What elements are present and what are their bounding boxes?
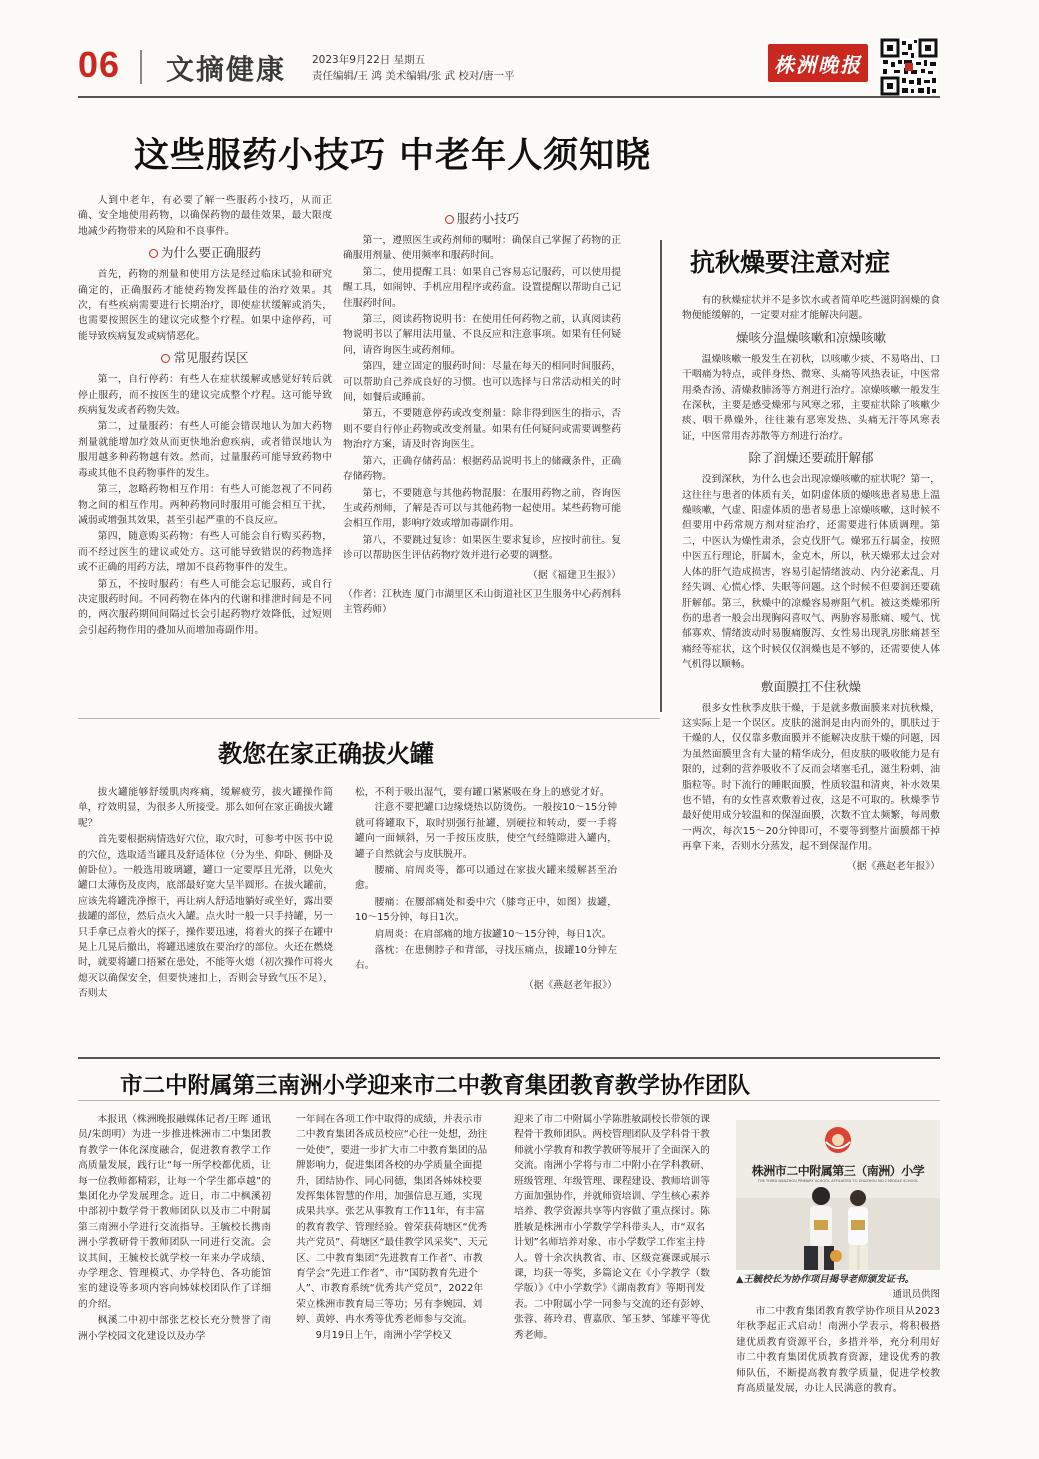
paragraph: 第五，不按时服药：有些人可能会忘记服药，或自行决定服药时间。不同药物在体内的代谢和排泄时间是不同的，两次服药期间间隔过长会引起药物疗效降低，过短则会引起药物作用的叠加从而增加毒副作用。 bbox=[78, 578, 332, 636]
section-rule bbox=[78, 718, 660, 719]
circle-icon bbox=[149, 249, 158, 258]
subheading-liver: 除了润燥还要疏肝解郁 bbox=[748, 450, 874, 466]
bottom-col3 bbox=[514, 1112, 714, 1343]
main-article-col1 bbox=[78, 193, 332, 639]
article-source: （据《燕赵老年报》） bbox=[523, 979, 617, 991]
paragraph: 第四，随意购买药物：有些人可能会自行购买药物，而不经过医生的建议或处方。这可能导致错误的药物选择或不正确的用药方法，增加不良药物事件的发生。 bbox=[78, 531, 332, 574]
paragraph: 温燥咳嗽一般发生在初秋，以咳嗽少痰、不易咯出、口干咽痛为特点，或伴身热、微寒、头痛等风热表证，中医常用桑杏汤、清燥救肺汤等方剂进行治疗。凉燥咳嗽一般发生在深秋，主要是感受燥邪与风寒之邪，主要症状除了咳嗽少痰、咽干鼻燥外，往往兼有恶寒发热、头痛无汗等风寒表证，中医常用杏苏散等方剂进行治疗。 bbox=[682, 353, 940, 442]
paragraph: 第一，遵照医生或药剂师的嘱咐：确保自己掌握了药物的正确服用剂量、使用频率和服药时间。 bbox=[343, 235, 621, 262]
paragraph: 第一，自行停药：有些人在症状缓解或感觉好转后就停止服药，而不按医生的建议完成整个疗程。这可能导致疾病复发或者药物失效。 bbox=[78, 374, 332, 417]
paragraph: 第四，建立固定的服药时间：尽量在每天的相同时间服药，可以帮助自己养成良好的习惯。也可以选择与日常活动相关的时间，如餐后或睡前。 bbox=[343, 361, 621, 404]
caption-text: ▲王毓校长为协作项目揭导老师颁发证书。 bbox=[736, 1274, 915, 1285]
paragraph: 一年间在各项工作中取得的成绩，并表示市二中教育集团各成员校应“心往一处想，劲往一处使”，要进一步扩大市二中教育集团的品牌影响力，促进集团各校的办学质量全面提升，团结协作、同心同德，集团各姊妹校要发挥集体智慧的作用，加强信息互通，实现成果共享。张艺从事教育工作11年，有丰富的教育教学、管理经验。曾荣获荷塘区“优秀共产党员”、荷塘区“最佳教学风采奖”、天元区、二中教育集团“先进教育工作者”、市教育学会“先进工作者”、市“国防教育先进个人”、市教育系统“优秀共产党员”，2022年荣立株洲市教育局三等功；另有李婉园、刘婷、黄婷、冉水秀等优秀老师参与交流。 bbox=[296, 1114, 488, 1326]
right-article bbox=[682, 243, 940, 878]
circle-icon bbox=[445, 215, 454, 224]
paragraph: 首先，药物的剂量和使用方法是经过临床试验和研究确定的，正确服药才能使药物发挥最佳的治疗效果。其次，有些疾病需要进行长期治疗，即使症状缓解或消失，也需要按照医生的建议完成整个疗程。如果中途停药，可能导致疾病复发或病情恶化。 bbox=[78, 269, 332, 342]
subheading-why: 为什么要正确服药 bbox=[78, 243, 332, 263]
paragraph: 没到深秋，为什么也会出现凉燥咳嗽的症状呢？第一，这往往与患者的体质有关，如阴虚体质的燥咳患者易患上温燥咳嗽，气虚、阳虚体质的患者易患上凉燥咳嗽，这时候不但要用中药常规方剂对症治疗，还需要进行体质调理。第二，中医认为燥性肃杀，会克伐肝气。燥邪五行属金，按照中医五行理论，肝属木，金克木，所以，秋天燥邪太过会对人体的肝气造成损害，容易引起情绪波动、内分泌紊乱、月经失调、心慌心悸、失眠等问题。这个时候不但要润还要疏肝解郁。第三，秋燥中的凉燥容易痹阻气机。被这类燥邪所伤的患者一般会出现胸闷喜叹气、两胁容易胀痛、嗳气、忧郁寡欢、情绪波动时易腹痛腹泻、女性易出现乳房胀痛甚至痛经等症状，这个时候仅仅润燥也是不够的，还需要使人体气机得以顺畅。 bbox=[682, 474, 940, 671]
subheading-mask: 敷面膜扛不住秋燥 bbox=[760, 678, 861, 694]
paragraph: 第八，不要跳过复诊：如果医生要求复诊，应按时前往。复诊可以帮助医生评估药物疗效并进行必要的调整。 bbox=[343, 534, 621, 562]
masthead-logo-text: 株洲晚报 bbox=[774, 52, 862, 77]
paragraph: 9月19日上午，南洲小学学校又 bbox=[315, 1329, 452, 1341]
page-number: 06 bbox=[78, 44, 121, 85]
qr-code-icon bbox=[880, 38, 938, 96]
event-photo bbox=[736, 1120, 940, 1270]
article-source: （据《燕赵老年报》） bbox=[846, 860, 940, 872]
subheading-mistakes: 常见服药误区 bbox=[78, 348, 332, 368]
photo-sign-text: 株洲市二中附属第三（南洲）小学 bbox=[751, 1164, 925, 1178]
paragraph: 第二，过量服药：有些人可能会错误地认为加大药物剂量就能增加疗效从而更快地治愈疾病，或者错误地认为服用越多种药物越有效。然而，过量服药可能导致药物中毒或其他不良药物事件的发生。 bbox=[78, 421, 332, 479]
bottom-col2 bbox=[296, 1112, 491, 1344]
author-note: （作者：江秋连 厦门市湖里区禾山街道社区卫生服务中心药剂科 主管药师） bbox=[343, 588, 621, 616]
paragraph: 腰痛、肩周炎等，都可以通过在家拔火罐来缓解甚至治愈。 bbox=[355, 865, 617, 892]
paragraph: 首先要根据病情选好穴位，取穴时，可参考中医书中说的穴位，选取适当罐具及舒适体位（分为坐、仰卧、侧卧及俯卧位）。一般选用玻璃罐，罐口一定要厚且光滑，以免火罐口太薄伤及皮肉，底部最好宽大呈半圆形。在拔火罐前，应该先将罐洗净擦干，再让病人舒适地躺好或坐好，露出要拔罐的部位，然后点火入罐。点火时一般一只手持罐，另一只手拿已点着火的探子，操作要迅速，将着火的探子在罐中晃上几晃后撤出，将罐迅速放在要治疗的部位。火还在燃烧时，就要将罐口捂紧在患处，不能等火熄（初次操作可将火熄灭以确保安全，但要快速扣上，否则会导致气压不足），否则太 bbox=[78, 834, 333, 1000]
bottom-col4 bbox=[736, 1304, 940, 1397]
paragraph: 第三，忽略药物相互作用：有些人可能忽视了不同药物之间的相互作用。两种药物同时服用可能会相互干扰，减弱或增强其效果，甚至引起严重的不良反应。 bbox=[78, 484, 332, 526]
date-line: 2023年9月22日 星期五 bbox=[312, 54, 426, 66]
editor-line: 责任编辑/王 鸿 美术编辑/张 武 校对/唐一平 bbox=[312, 70, 515, 82]
main-intro: 人到中老年，有必要了解一些服药小技巧，从而正确、安全地使用药物，以确保药物的最佳效果，最大限度地减少药物带来的风险和不良事件。 bbox=[78, 195, 332, 237]
header-rule bbox=[78, 96, 940, 98]
bottom-rule-top bbox=[78, 1057, 940, 1059]
cupping-col1 bbox=[78, 785, 333, 1003]
paragraph: 第五，不要随意停药或改变剂量：除非得到医生的指示，否则不要自行停止药物或改变剂量。如果有任何疑问或需要调整药物治疗方案，请及时咨询医生。 bbox=[343, 408, 621, 451]
right-article-title: 抗秋燥要注意对症 bbox=[690, 248, 891, 277]
paragraph: 第二，使用提醒工具：如果自己容易忘记服药，可以使用提醒工具，如闹钟、手机应用程序或药盒。设置提醒以帮助自己记住服药时间。 bbox=[343, 266, 621, 309]
cupping-col2 bbox=[355, 785, 617, 997]
masthead-logo bbox=[768, 44, 868, 82]
header-divider bbox=[140, 50, 142, 84]
paragraph: 松，不利于吸出湿气，要有罐口紧紧吸在身上的感觉才好。 bbox=[355, 787, 610, 798]
paragraph: 市二中教育集团教育教学协作项目从2023年秋季起正式启动！南洲小学表示，将积极搭建优质教育资源平台，多措并举，充分利用好市二中教育集团优质教育资源，建设优秀的教师队伍，不断提高教育教学质量，促进学校教育高质量发展，办让人民满意的教育。 bbox=[736, 1306, 940, 1395]
photo-caption bbox=[736, 1272, 940, 1303]
paragraph: 落枕：在患侧脖子和背部，寻找压痛点，拔罐10分钟左右。 bbox=[355, 945, 617, 972]
circle-icon bbox=[161, 354, 170, 363]
photo-sign-english: THE THIRD NANZHOU PRIMARY SCHOOL AFFILIATED TO ZHUZHOU NO.2 MIDDLE SCHOOL bbox=[757, 1179, 919, 1183]
paragraph: 迎来了市二中附属小学陈胜敏副校长带领的课程骨干教师团队。两校管理团队及学科骨干教师就小学教育和教学教研等展开了全面深入的交流。南洲小学将与市二中附小在学科教研、班级管理、年级管理、课程建设、教师培训等方面加强协作，并就师资培训、学生核心素养培养、教学资源共享等内容做了重点探讨。陈胜敏是株洲市小学数学学科带头人，市“双名计划”名师培养对象、市小学数学工作室主持人。曾十余次执教省、市、区级竞赛课或展示课，均获一等奖，多篇论文在《小学教学（数学版）》《中小学数学》《湖南教育》等期刊发表。二中附属小学一同参与交流的还有彭婷、张蓉、蒋玲君、曹嘉欣、邹玉梦、邹雄平等优秀老师。 bbox=[514, 1114, 710, 1341]
subheading-tips: 服药小技巧 bbox=[343, 209, 621, 229]
paragraph: 第六，正确存储药品：根据药品说明书上的储藏条件，正确存储药物。 bbox=[343, 455, 621, 483]
section-title: 文摘健康 bbox=[166, 53, 287, 86]
column-divider bbox=[660, 240, 662, 712]
article-source: （据《福建卫生报》） bbox=[527, 569, 621, 581]
main-article-title: 这些服药小技巧 中老年人须知晓 bbox=[134, 136, 652, 176]
photo-credit: 通讯员供图 bbox=[892, 1289, 940, 1301]
paragraph: 肩周炎：在肩部痛的地方拔罐10～15分钟，每日1次。 bbox=[374, 928, 612, 940]
bottom-article-title: 市二中附属第三南洲小学迎来市二中教育集团教育教学协作团队 bbox=[120, 1073, 751, 1099]
subheading-cough: 燥咳分温燥咳嗽和凉燥咳嗽 bbox=[735, 329, 886, 345]
paragraph: 第七，不要随意与其他药物混服：在服用药物之前，咨询医生或药剂师，了解是否可以与其他药物一起使用。某些药物可能会相互作用，影响疗效或增加毒副作用。 bbox=[343, 487, 621, 530]
paragraph: 有的秋燥症状并不是多饮水或者简单吃些滋阴润燥的食物便能缓解的，一定要对症才能解决问题。 bbox=[682, 295, 940, 322]
paragraph: 注意不要把罐口边缘烧热以防烫伤。一般按10～15分钟就可将罐取下，取时别强行扯罐，别硬拉和转动，要一手将罐向一面倾斜，另一手按压皮肤，使空气经缝隙进入罐内，罐子自然就会与皮肤脱开。 bbox=[355, 802, 617, 860]
paragraph: 拔火罐能够舒缓肌肉疼痛，缓解疲劳，拔火罐操作简单，疗效明显，为很多人所接受。那么如何在家正确拔火罐呢？ bbox=[78, 787, 333, 829]
photo-scene bbox=[736, 1120, 940, 1270]
bottom-col1 bbox=[78, 1112, 271, 1345]
cupping-title: 教您在家正确拔火罐 bbox=[218, 740, 434, 768]
paragraph: 很多女性秋季皮肤干燥，于是就多敷面膜来对抗秋燥，这实际上是一个误区。皮肤的滋润是由内而外的，肌肤过于干燥的人，仅仅靠多敷面膜并不能解决皮肤干燥的问题，因为虽然面膜里含有大量的精华成分，但皮肤的吸收能力是有限的，过剩的营养吸收不了反而会堵塞毛孔，滋生粉刺、油脂粒等。时下流行的睡眠面膜，性质较温和清爽，补水效果也不错，有的女性喜欢敷着过夜，这是不可取的。秋燥季节最好使用成分较温和的保湿面膜，次数不宜太频繁，每周敷一两次，每次15～20分钟即可，不要等到整片面膜都干掉再拿下来，否则水分蒸发，起不到保湿作用。 bbox=[682, 702, 940, 853]
paragraph: 腰痛：在腰部痛处和委中穴（膝弯正中，如图）拔罐，10～15分钟，每日1次。 bbox=[355, 896, 617, 924]
bottom-rule bbox=[78, 1100, 940, 1101]
paragraph: 枫溪二中初中部张艺校长充分赞誉了南洲小学校园文化建设以及办学 bbox=[78, 1315, 271, 1342]
paragraph: 第三，阅读药物说明书：在使用任何药物之前，认真阅读药物说明书以了解用法用量、不良反应和注意事项。如果有任何疑问，请咨询医生或药剂师。 bbox=[343, 314, 621, 356]
paragraph: 本报讯（株洲晚报融媒体记者/王晖 通讯员/朱朗明）为进一步推进株洲市二中集团教育教学一体化深度融合，促进教育教学工作高质量发展，践行让“每一所学校都优质，让每一位教师都精彩，让每一个学生都卓越”的集团化办学发展理念。近日，市二中枫溪初中部初中数学骨干教师团队以及市二中附属第三南洲小学进行交流指导。王毓校长携南洲小学教研骨干教师团队一同进行交流。会议其间，王毓校长就学校一年来办学成绩、办学理念、管理模式、办学特色、各功能馆室的建设等多项内容向姊妹校团队作了详细的介绍。 bbox=[78, 1114, 271, 1310]
main-article-col2 bbox=[343, 193, 621, 619]
